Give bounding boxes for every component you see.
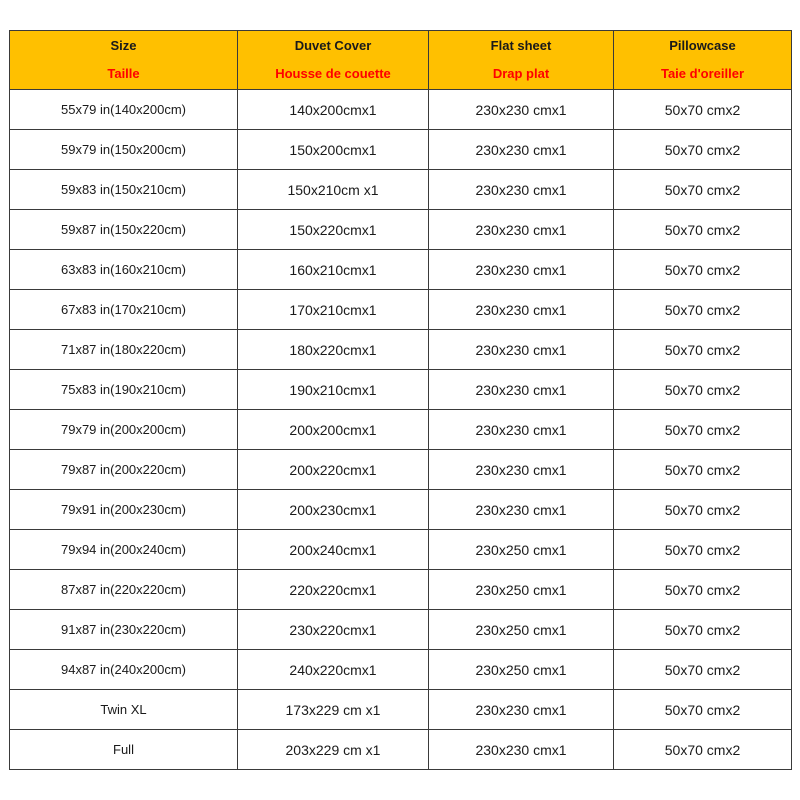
cell-flat-sheet: 230x230 cmx1 — [429, 730, 614, 770]
cell-flat-sheet: 230x230 cmx1 — [429, 290, 614, 330]
cell-pillowcase: 50x70 cmx2 — [614, 650, 792, 690]
header-size-french: Taille — [107, 66, 140, 81]
table-row — [10, 650, 792, 690]
cell-pillowcase: 50x70 cmx2 — [614, 370, 792, 410]
cell-size: 75x83 in(190x210cm) — [10, 370, 238, 410]
header-flat-sheet-english: Flat sheet — [490, 38, 552, 53]
table-row — [10, 410, 792, 450]
cell-duvet-cover: 140x200cmx1 — [238, 90, 429, 130]
cell-duvet-cover: 150x220cmx1 — [238, 210, 429, 250]
cell-size: 79x94 in(200x240cm) — [10, 530, 238, 570]
cell-flat-sheet: 230x230 cmx1 — [429, 690, 614, 730]
cell-duvet-cover: 180x220cmx1 — [238, 330, 429, 370]
cell-size: Twin XL — [10, 690, 238, 730]
header-flat-sheet — [429, 31, 614, 90]
cell-duvet-cover: 190x210cmx1 — [238, 370, 429, 410]
cell-duvet-cover: 200x240cmx1 — [238, 530, 429, 570]
table-row — [10, 450, 792, 490]
header-duvet-cover — [238, 31, 429, 90]
cell-pillowcase: 50x70 cmx2 — [614, 250, 792, 290]
cell-flat-sheet: 230x230 cmx1 — [429, 250, 614, 290]
cell-size: 71x87 in(180x220cm) — [10, 330, 238, 370]
cell-duvet-cover: 150x210cm x1 — [238, 170, 429, 210]
table-row — [10, 330, 792, 370]
cell-pillowcase: 50x70 cmx2 — [614, 210, 792, 250]
cell-size: 79x79 in(200x200cm) — [10, 410, 238, 450]
cell-pillowcase: 50x70 cmx2 — [614, 490, 792, 530]
cell-size: 59x83 in(150x210cm) — [10, 170, 238, 210]
cell-pillowcase: 50x70 cmx2 — [614, 530, 792, 570]
cell-flat-sheet: 230x230 cmx1 — [429, 410, 614, 450]
table-row — [10, 730, 792, 770]
cell-size: 87x87 in(220x220cm) — [10, 570, 238, 610]
cell-flat-sheet: 230x250 cmx1 — [429, 650, 614, 690]
cell-pillowcase: 50x70 cmx2 — [614, 450, 792, 490]
table-body — [10, 90, 792, 770]
cell-flat-sheet: 230x230 cmx1 — [429, 450, 614, 490]
table-row — [10, 90, 792, 130]
cell-size: 79x87 in(200x220cm) — [10, 450, 238, 490]
cell-duvet-cover: 220x220cmx1 — [238, 570, 429, 610]
cell-flat-sheet: 230x230 cmx1 — [429, 210, 614, 250]
cell-size: 59x87 in(150x220cm) — [10, 210, 238, 250]
header-duvet-cover-english: Duvet Cover — [294, 38, 372, 53]
table-row — [10, 570, 792, 610]
header-duvet-cover-french: Housse de couette — [275, 66, 391, 81]
cell-pillowcase: 50x70 cmx2 — [614, 330, 792, 370]
cell-pillowcase: 50x70 cmx2 — [614, 290, 792, 330]
cell-size: 59x79 in(150x200cm) — [10, 130, 238, 170]
table-row — [10, 250, 792, 290]
cell-size: 63x83 in(160x210cm) — [10, 250, 238, 290]
table-row — [10, 690, 792, 730]
cell-duvet-cover: 150x200cmx1 — [238, 130, 429, 170]
cell-pillowcase: 50x70 cmx2 — [614, 690, 792, 730]
cell-size: 67x83 in(170x210cm) — [10, 290, 238, 330]
table-row — [10, 370, 792, 410]
header-size — [10, 31, 238, 90]
cell-size: 94x87 in(240x200cm) — [10, 650, 238, 690]
table-row — [10, 530, 792, 570]
table-row — [10, 170, 792, 210]
table-row — [10, 210, 792, 250]
cell-duvet-cover: 230x220cmx1 — [238, 610, 429, 650]
cell-pillowcase: 50x70 cmx2 — [614, 570, 792, 610]
cell-size: 79x91 in(200x230cm) — [10, 490, 238, 530]
cell-flat-sheet: 230x230 cmx1 — [429, 330, 614, 370]
cell-flat-sheet: 230x230 cmx1 — [429, 370, 614, 410]
header-row — [10, 31, 792, 90]
header-flat-sheet-french: Drap plat — [492, 66, 550, 81]
cell-duvet-cover: 160x210cmx1 — [238, 250, 429, 290]
cell-duvet-cover: 240x220cmx1 — [238, 650, 429, 690]
cell-pillowcase: 50x70 cmx2 — [614, 610, 792, 650]
cell-pillowcase: 50x70 cmx2 — [614, 170, 792, 210]
cell-duvet-cover: 200x230cmx1 — [238, 490, 429, 530]
cell-duvet-cover: 200x220cmx1 — [238, 450, 429, 490]
cell-pillowcase: 50x70 cmx2 — [614, 410, 792, 450]
cell-size: 91x87 in(230x220cm) — [10, 610, 238, 650]
header-pillowcase-english: Pillowcase — [669, 38, 736, 53]
cell-flat-sheet: 230x250 cmx1 — [429, 570, 614, 610]
cell-flat-sheet: 230x250 cmx1 — [429, 610, 614, 650]
table-row — [10, 130, 792, 170]
cell-flat-sheet: 230x250 cmx1 — [429, 530, 614, 570]
header-pillowcase — [614, 31, 792, 90]
table-row — [10, 290, 792, 330]
header-pillowcase-french: Taie d'oreiller — [660, 66, 745, 81]
cell-pillowcase: 50x70 cmx2 — [614, 130, 792, 170]
table-row — [10, 490, 792, 530]
table-row — [10, 610, 792, 650]
table-header — [10, 31, 792, 90]
cell-flat-sheet: 230x230 cmx1 — [429, 130, 614, 170]
cell-duvet-cover: 173x229 cm x1 — [238, 690, 429, 730]
size-chart-table — [9, 30, 792, 770]
cell-flat-sheet: 230x230 cmx1 — [429, 170, 614, 210]
cell-flat-sheet: 230x230 cmx1 — [429, 490, 614, 530]
cell-duvet-cover: 203x229 cm x1 — [238, 730, 429, 770]
cell-duvet-cover: 200x200cmx1 — [238, 410, 429, 450]
cell-pillowcase: 50x70 cmx2 — [614, 90, 792, 130]
header-size-english: Size — [110, 38, 137, 53]
cell-size: 55x79 in(140x200cm) — [10, 90, 238, 130]
cell-pillowcase: 50x70 cmx2 — [614, 730, 792, 770]
cell-flat-sheet: 230x230 cmx1 — [429, 90, 614, 130]
cell-size: Full — [10, 730, 238, 770]
cell-duvet-cover: 170x210cmx1 — [238, 290, 429, 330]
